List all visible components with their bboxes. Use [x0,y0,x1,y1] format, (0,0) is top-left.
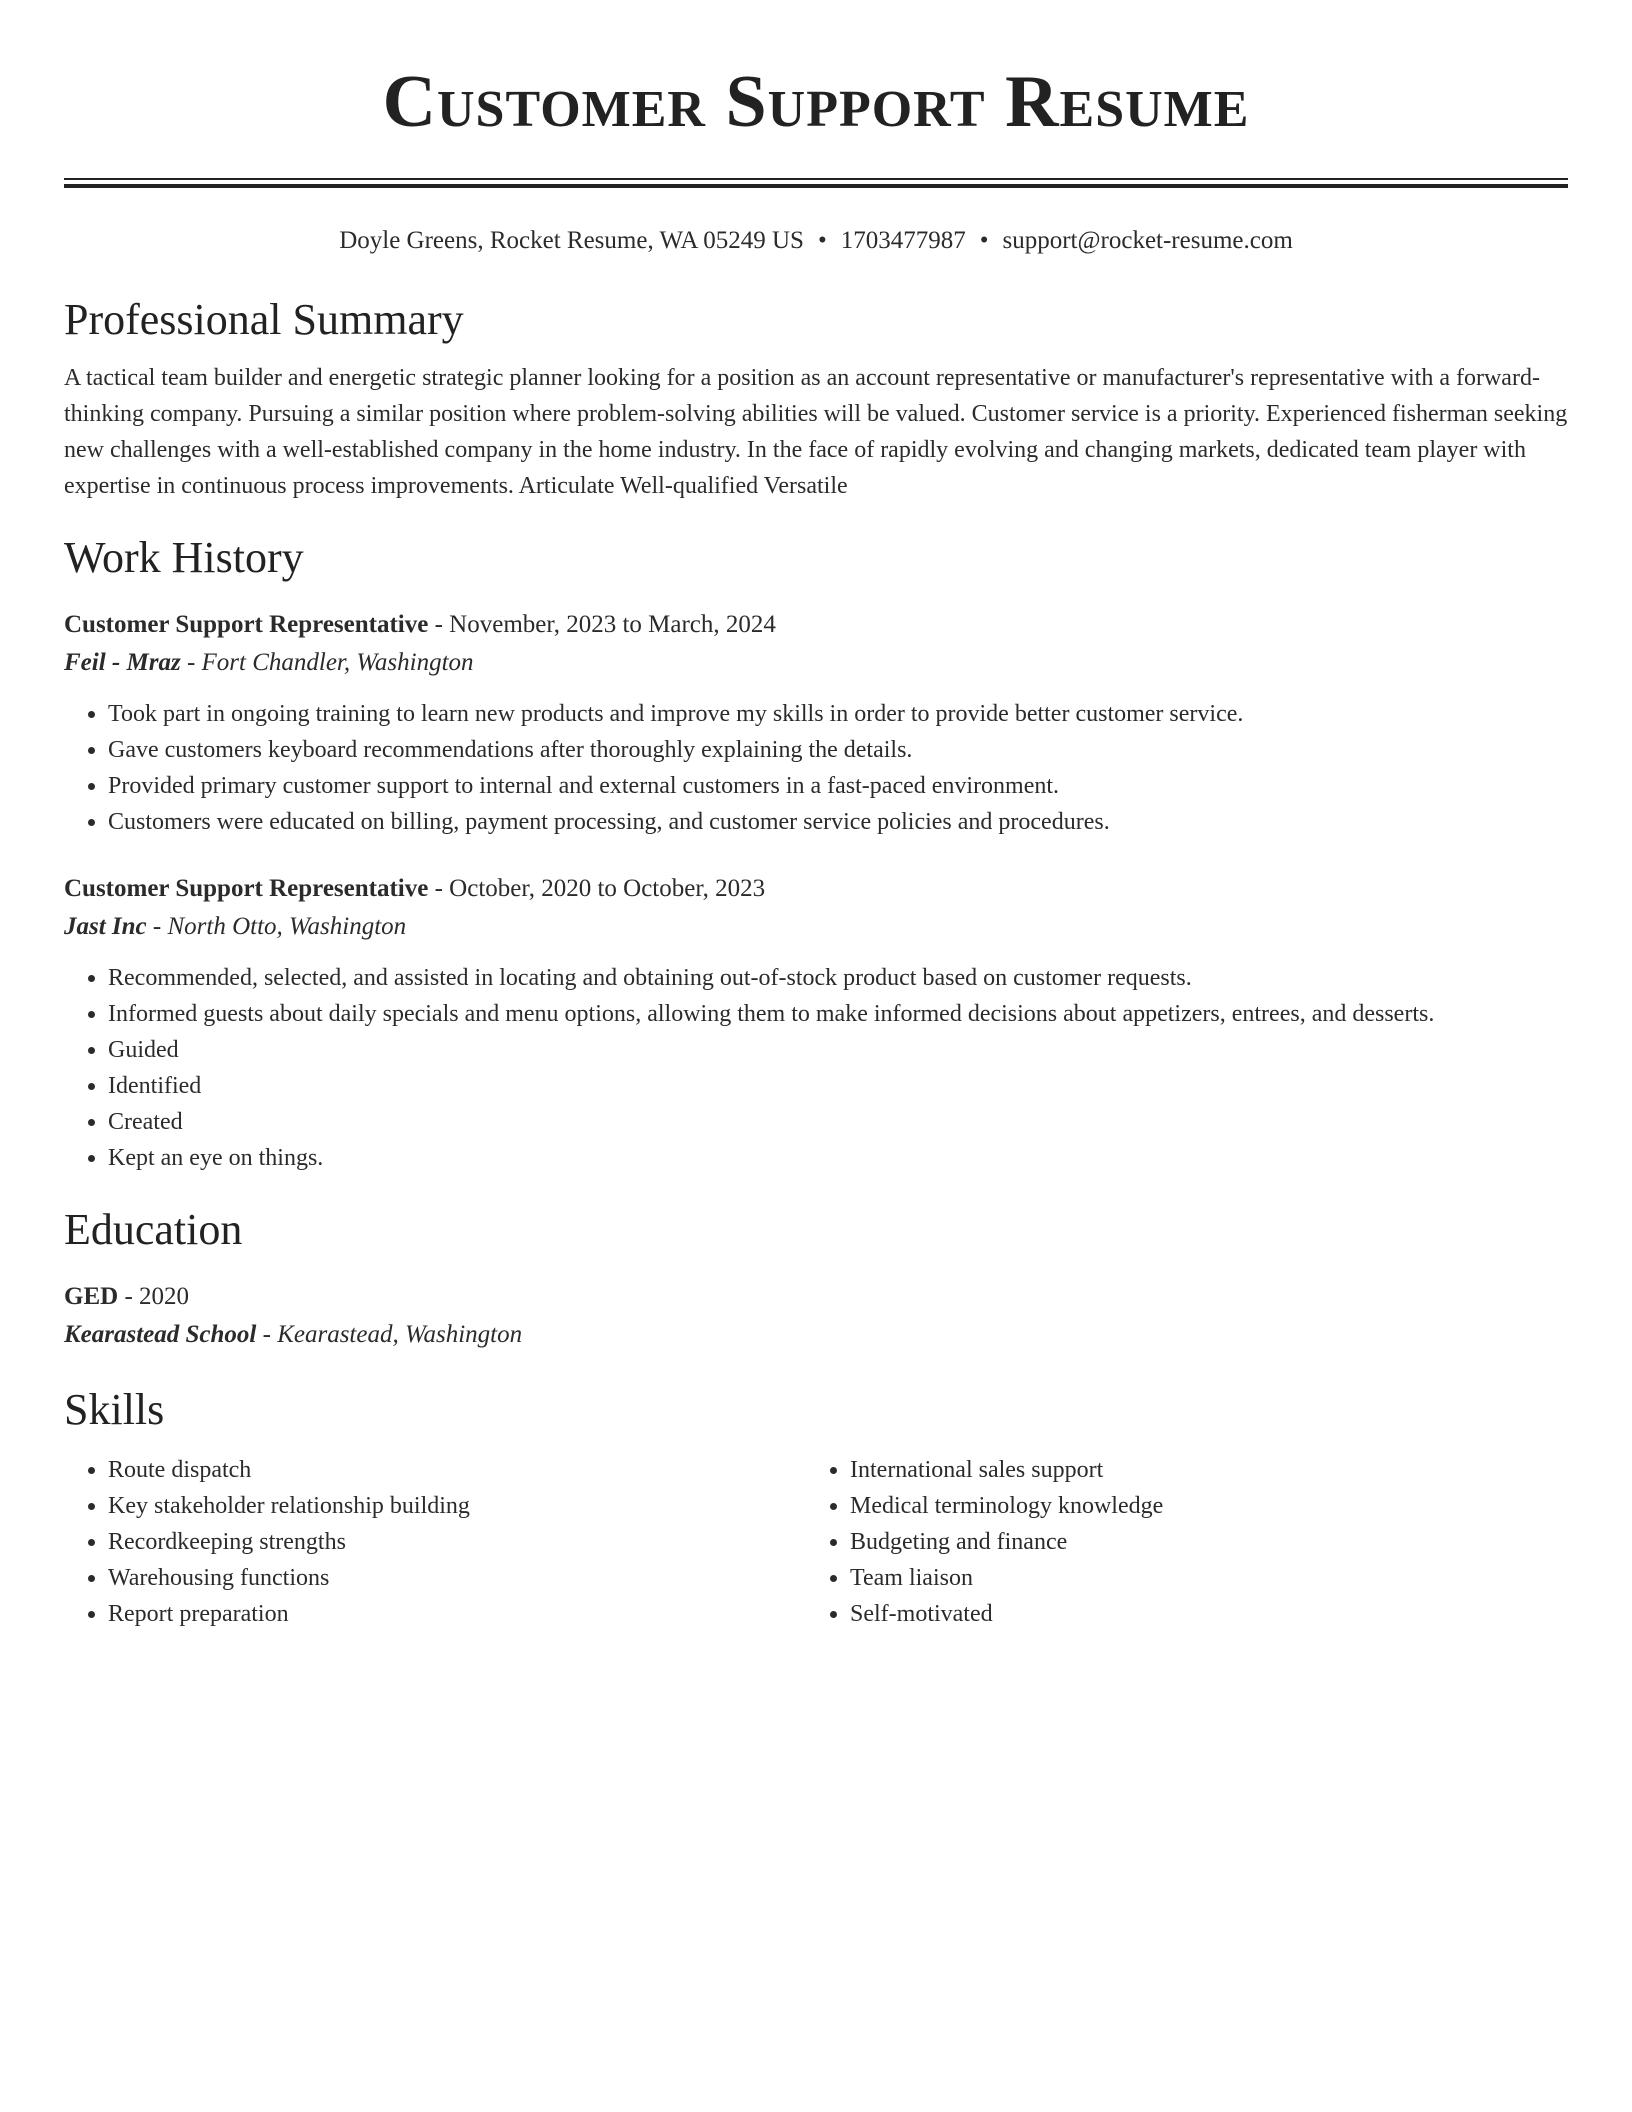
skill-item: • Report preparation [108,1596,806,1632]
skills-heading: Skills [64,1385,165,1434]
summary-heading: Professional Summary [64,295,464,344]
job-bullet: • Recommended, selected, and assisted in locating and obtaining out-of-stock product based on customer requests. [108,960,1568,996]
education-entry [64,1278,1568,1354]
skills-grid [64,1452,1568,1632]
skill-item: • Key stakeholder relationship building [108,1488,806,1524]
education-school-line [64,1316,1568,1354]
job-entry [64,606,1568,840]
contact-separator: • [979,227,989,254]
job-bullet: • Customers were educated on billing, payment processing, and customer service policies and procedures. [108,804,1568,840]
education-location: Kearastead, Washington [277,1321,523,1348]
work-history-heading: Work History [64,533,304,582]
job-bullets [64,696,1568,840]
resume-title: Customer Support Resume [382,61,1250,143]
education-dash: - [262,1321,278,1348]
job-company-line [64,644,1568,682]
skill-item: • Warehousing functions [108,1560,806,1596]
skill-item: • Budgeting and finance [850,1524,1548,1560]
job-entry [64,870,1568,1176]
summary-text: A tactical team builder and energetic strategic planner looking for a position as an account representative or manufacturer's representative with a forward-thinking company. Pursuing a similar position where problem-solving abilities will be valued. Customer service is a priority. Experienced fisherman seeking new challenges with a well-established company in the home industry. In the face of rapidly evolving and changing markets, dedicated team player with expertise in continuous process improvements. Articulate Well-qualified Versatile [64,365,1568,499]
skills-column-left [64,1452,806,1632]
job-dates: November, 2023 to March, 2024 [449,611,776,638]
job-title-line [64,870,1568,908]
education-degree: GED [64,1283,119,1310]
education-degree-line [64,1278,1568,1316]
job-dates: October, 2020 to October, 2023 [449,875,766,902]
job-location: Fort Chandler, Washington [201,649,474,676]
job-bullet: • Created [108,1104,1568,1140]
job-bullet: • Identified [108,1068,1568,1104]
job-bullet: • Kept an eye on things. [108,1140,1568,1176]
skills-list [806,1452,1548,1632]
contact-address: Doyle Greens, Rocket Resume, WA 05249 US [339,227,804,254]
job-location: North Otto, Washington [167,913,407,940]
job-bullet: • Informed guests about daily specials and menu options, allowing them to make informed decisions about appetizers, entrees, and desserts. [108,996,1568,1032]
job-title-line [64,606,1568,644]
job-dash: - [434,875,450,902]
job-bullet: • Guided [108,1032,1568,1068]
job-company: Jast Inc [64,913,147,940]
contact-line [64,224,1568,258]
education-dash: - [124,1283,140,1310]
job-title: Customer Support Representative [64,611,429,638]
education-year: 2020 [139,1283,190,1310]
job-company-line [64,908,1568,946]
skill-item: • Self-motivated [850,1596,1548,1632]
job-bullet: • Provided primary customer support to internal and external customers in a fast-paced environment. [108,768,1568,804]
skill-item: • Recordkeeping strengths [108,1524,806,1560]
job-dash: - [152,913,168,940]
job-bullet: • Took part in ongoing training to learn new products and improve my skills in order to provide better customer service. [108,696,1568,732]
skill-item: • Route dispatch [108,1452,806,1488]
skill-item: • Medical terminology knowledge [850,1488,1548,1524]
job-company: Feil - Mraz [64,649,181,676]
education-school: Kearastead School [64,1321,257,1348]
job-dash: - [434,611,450,638]
contact-separator: • [817,227,827,254]
education-heading: Education [64,1205,243,1254]
job-title: Customer Support Representative [64,875,429,902]
contact-email: support@rocket-resume.com [1002,227,1293,254]
title-divider [64,178,1568,188]
job-dash: - [186,649,202,676]
skills-column-right [806,1452,1548,1632]
job-bullets [64,960,1568,1176]
skills-list [64,1452,806,1632]
skill-item: • International sales support [850,1452,1548,1488]
contact-phone: 1703477987 [840,227,966,254]
job-bullet: • Gave customers keyboard recommendations after thoroughly explaining the details. [108,732,1568,768]
skill-item: • Team liaison [850,1560,1548,1596]
